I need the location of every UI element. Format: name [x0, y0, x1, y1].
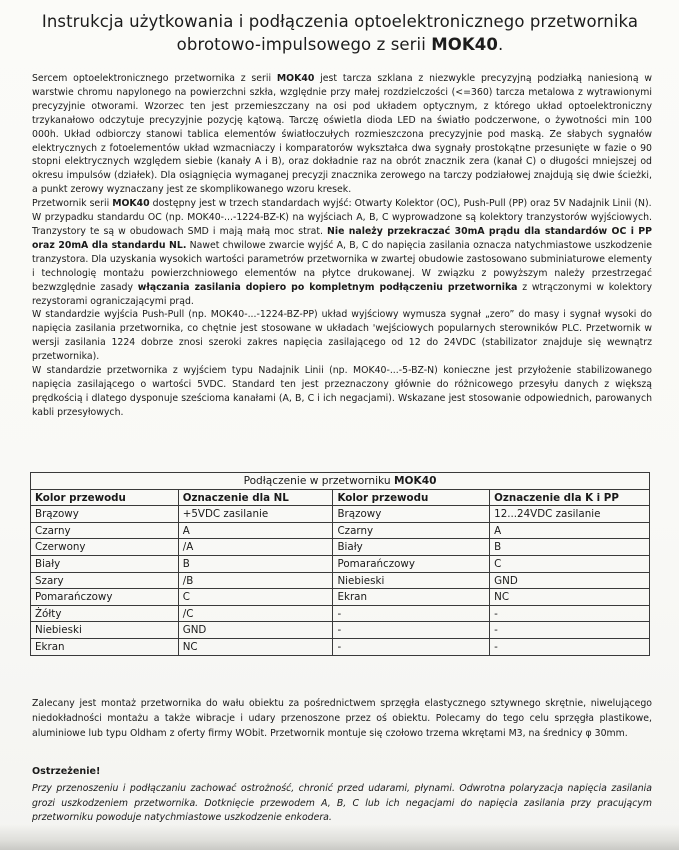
paragraph-standards	[32, 197, 652, 211]
title-line-2	[40, 33, 640, 56]
document-title	[40, 10, 640, 56]
table-cell: GND	[490, 572, 650, 589]
table-cell: Żółty	[31, 605, 179, 622]
title-line-1: Instrukcja użytkowania i podłączenia optoelektronicznego przetwornika	[41, 12, 639, 31]
table-header-row	[31, 489, 650, 506]
table-cell: /B	[178, 572, 333, 589]
table-cell: +5VDC zasilanie	[178, 506, 333, 523]
table-cell: -	[490, 605, 650, 622]
p3-power-rule: włączania zasilania dopiero po kompletnym podłączeniu przetwornika	[137, 281, 518, 293]
table-cell: Ekran	[31, 638, 179, 655]
p1-model: MOK40	[276, 73, 315, 84]
column-header: Oznaczenie dla K i PP	[490, 489, 650, 506]
table-row	[31, 555, 650, 572]
paragraph-oc	[32, 211, 652, 308]
p3-text-e: z wtrączonymi w kolektory rezystorami ograniczającymi prąd.	[32, 281, 653, 307]
table-cell: -	[490, 622, 650, 639]
column-header: Kolor przewodu	[333, 489, 490, 506]
table-cell: Czerwony	[31, 539, 179, 556]
table-row	[31, 522, 650, 539]
table-cell: Pomarańczowy	[31, 589, 179, 606]
table-cell: -	[333, 638, 490, 655]
table-cell: C	[178, 589, 333, 606]
p1-text-a: Sercem optoelektronicznego przetwornika z serii	[32, 73, 277, 84]
table-cell: A	[178, 522, 333, 539]
table-row	[31, 605, 650, 622]
p2-text-c: dostępny jest w trzech standardach wyjść: Otwarty Kolektor (OC), Push-Pull (PP) oraz 5V Nadajnik Linii (N).	[149, 198, 652, 210]
column-header: Kolor przewodu	[31, 489, 179, 506]
p3-current-limit: Nie należy przekraczać 30mA prądu dla standardów OC i PP oraz 20mA dla standardu NL.	[32, 225, 652, 251]
p2-model: MOK40	[112, 198, 150, 210]
table-cell: -	[490, 638, 650, 655]
table-row	[31, 589, 650, 606]
title-line-2-text: obrotowo-impulsowego z serii	[176, 35, 432, 54]
table-caption-model: MOK40	[393, 475, 437, 488]
paragraph-line-driver: W standardzie przetwornika z wyjściem typu Nadajnik Linii (np. MOK40-...-5-BZ-N) konieczne jest przyłożenie stabilizowanego napięcia zasilającego o wartości 5VDC. Standard ten jest przeznaczony głównie do różnicowego przesyłu danych z większą prędkością i dlatego dysponuje sześcioma kanałami (A, B, C i ich negacjami). Wskazane jest stosowanie odpowiednich, parowanych kabli przesyłowych.	[32, 365, 652, 418]
table-cell: Brązowy	[333, 506, 490, 523]
table-cell: Pomarańczowy	[333, 555, 490, 572]
table-cell: NC	[178, 638, 333, 655]
table-row	[31, 539, 650, 556]
table-cell: Biały	[31, 555, 179, 572]
table-caption	[31, 473, 650, 490]
table-cell: /C	[178, 605, 333, 622]
table-cell: -	[333, 605, 490, 622]
table-row	[31, 638, 650, 655]
table-cell: B	[178, 555, 333, 572]
p3-text-c: Nawet chwilowe zwarcie wyjść A, B, C do napięcia zasilania oznacza natychmiastowe uszkodzenie tranzystora. Dla uzyskania wysokich wartości parametrów przetwornika w zwartej obudowie zastosowano subminiaturowe elementy i technologię montażu powierzchniowego elementów na płytce drukowanej. W związku z powyższym należy przestrzegać bezwzględnie zasady	[32, 239, 653, 293]
paragraph-push-pull: W standardzie wyjścia Push-Pull (np. MOK40-...-1224-BZ-PP) układ wyjściowy wymusza sygnał „zero” do masy i sygnał wysoki do napięcia zasilania przetwornika, co chętnie jest stosowane w układach 'wejściowych popularnych sterowników PLC. Przetwornik w wersji zasilania 1224 dobrze znosi szeroki zakres napięcia zasilającego od 12 do 24VDC (stabilizator znajduje się wewnątrz przetwornika).	[32, 309, 652, 363]
table-cell: NC	[490, 589, 650, 606]
table-cell: Czarny	[333, 522, 490, 539]
title-period: .	[497, 35, 504, 54]
table-cell: Niebieski	[31, 622, 179, 639]
table-cell: -	[333, 622, 490, 639]
table-cell: Brązowy	[31, 506, 179, 523]
table-cell: Biały	[333, 539, 490, 556]
paragraph-intro	[32, 72, 652, 197]
table-cell: 12...24VDC zasilanie	[490, 506, 650, 523]
table-cell: GND	[178, 622, 333, 639]
table-row	[31, 572, 650, 589]
table-cell: Ekran	[333, 589, 490, 606]
table-cell: A	[490, 522, 650, 539]
table-row	[31, 622, 650, 639]
connection-table	[30, 472, 650, 656]
table-cell: Czarny	[31, 522, 179, 539]
table-cell: C	[490, 555, 650, 572]
p3-text-a: W przypadku standardu OC (np. MOK40-...-1224-BZ-K) na wyjściach A, B, C wyprowadzone są kolektory tranzystorów wyjściowych. Tranzystory te są w obudowach SMD i mają małą moc strat.	[32, 212, 652, 237]
mounting-paragraph: Zalecany jest montaż przetwornika do wału obiektu za pośrednictwem sprzęgła elastycznego sztywnego skrętnie, niwelującego niedokładności montażu a także wibracje i udary przenoszone przez oś obiektu. Polecamy do tego celu sprzęgła plastikowe, aluminiowe lub typu Oldham z oferty firmy WObit. Przetwornik montuje się czołowo trzema wkrętami M3, na średnicy φ 30mm.	[32, 698, 652, 739]
p1-text-c: jest tarcza szklana z niezwykle precyzyjną podziałką naniesioną w warstwie chromu napylonego na powierzchni szkła, względnie przy małej rozdzielczości (<=360) tarcza metalowa z wytrawionymi precyzyjnie otworami. Wzorzec ten jest przemieszczany na osi pod układem optycznym, z którego układ optoelektroniczny trzykanałowo odczytuje precyzyjnie pozycję kątową. Tarczę oświetla dioda LED na światło podczerwone, o żywotności min 100 000h. Układ odbiorczy stanowi tablica elementów światłoczułych rozmieszczona precyzyjnie pod maską. Ze słabych sygnałów elektrycznych z fotoelementów układ wzmacniaczy i komparatorów wykształca dwa sygnały prostokątne przesunięte w fazie o 90 stopni elektrycznych względem siebie (kanały A i B), oraz dokładnie raz na obrót znacznik zera (kanał C) o długości mniejszej od okresu impulsów (działek). Dla osiągnięcia wymaganej precyzji znacznika zerowego na tarczy podziałowej znajdują się dwie ścieżki, a punkt zerowy wyznaczany jest ze skomplikowanego wzoru kresek.	[32, 73, 652, 196]
table-caption-text: Podłączenie w przetworniku	[243, 475, 394, 488]
p2-text-a: Przetwornik serii	[32, 198, 113, 210]
table-row	[31, 506, 650, 523]
table-caption-row	[31, 473, 650, 490]
warning-title: Ostrzeżenie!	[32, 766, 101, 777]
table-cell: Szary	[31, 572, 179, 589]
table-cell: B	[490, 539, 650, 556]
title-model: MOK40	[431, 35, 498, 54]
table-cell: Niebieski	[333, 572, 490, 589]
scan-shadow	[0, 824, 679, 850]
column-header: Oznaczenie dla NL	[178, 489, 333, 506]
table-cell: /A	[178, 539, 333, 556]
warning-text: Przy przenoszeniu i podłączaniu zachować ostrożność, chronić przed udarami, płynami. Odwrotna polaryzacja napięcia zasilania grozi uszkodzeniem przetwornika. Dotknięcie przewodem A, B, C lub ich negacjami do napięcia zasilania przy pracującym przetworniku powoduje natychmiastowe uszkodzenie enkodera.	[32, 783, 652, 824]
description-body	[32, 72, 652, 420]
